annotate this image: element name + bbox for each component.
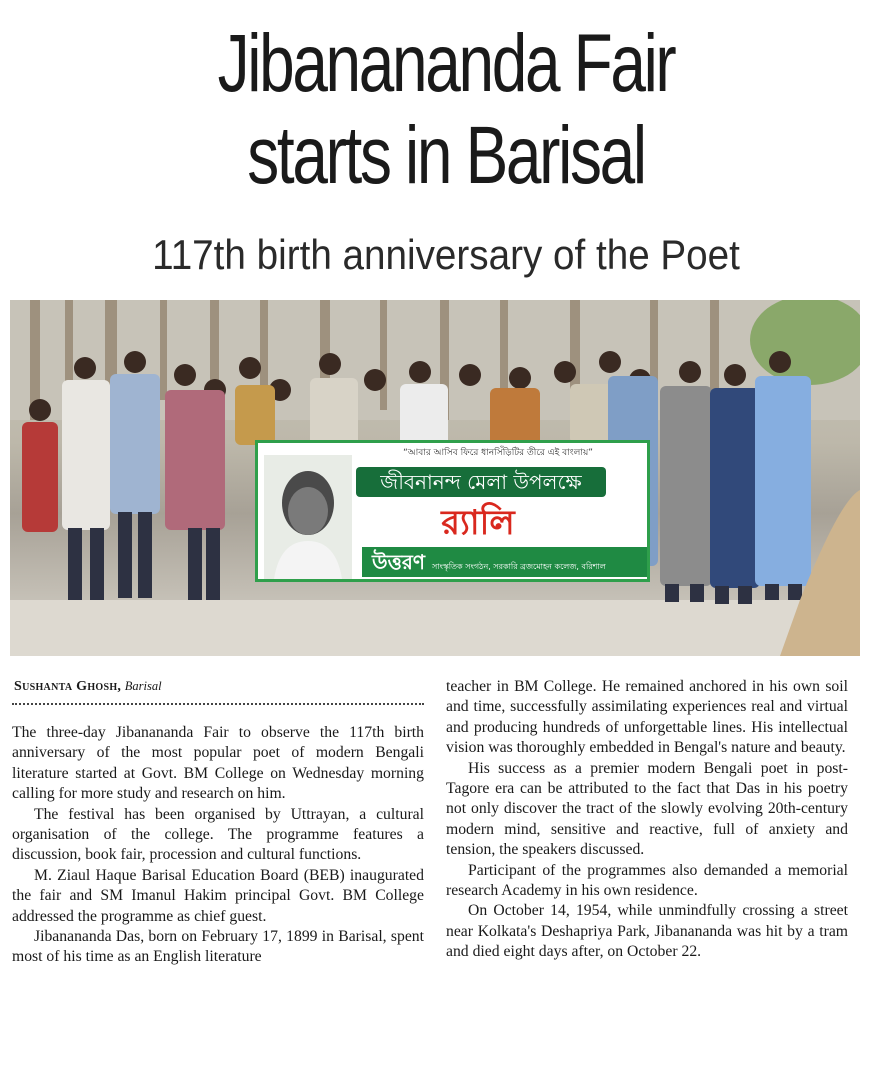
byline-author: Sushanta Ghosh, bbox=[14, 679, 122, 694]
paragraph: Jibanananda Das, born on February 17, 1899 in Barisal, spent most of his time as an English literature bbox=[12, 928, 424, 966]
banner-event-text: জীবনানন্দ মেলা উপলক্ষে bbox=[356, 467, 606, 497]
poet-portrait-drawing bbox=[264, 455, 352, 579]
paragraph: Participant of the programmes also demanded a memorial research Academy in his own residence. bbox=[446, 861, 848, 900]
rally-banner bbox=[255, 440, 650, 582]
banner-organiser-detail: সাংস্কৃতিক সংগঠন, সরকারি ব্রজমোহন কলেজ, বরিশাল bbox=[431, 562, 606, 571]
paragraph: His success as a premier modern Bengali poet in post-Tagore era can be attributed to the fact that Das in his poetry not only discover the tract of the slowly evolving 20th-century modern mind, sensitive and reactive, full of anxiety and tension, the speakers discussed. bbox=[446, 759, 848, 859]
body-column-2 bbox=[446, 677, 848, 963]
paragraph: On October 14, 1954, while unmindfully crossing a street near Kolkata's Deshapriya Park, Jibanananda was hit by a tram and died eight days after, on October 22. bbox=[446, 902, 848, 961]
paragraph: teacher in BM College. He remained anchored in his own soil and time, successfully assimilating experiences real and virtual and producing hundreds of unforgettable lines. His intellectual vision was thoroughly embedded in Bengal's nature and beauty. bbox=[446, 678, 848, 757]
rally-photo bbox=[10, 300, 860, 656]
poet-portrait bbox=[264, 455, 352, 579]
banner-rally-text: র‍্যালি bbox=[441, 503, 515, 543]
byline bbox=[14, 679, 162, 695]
body-column-1 bbox=[12, 723, 424, 968]
headline bbox=[98, 18, 794, 202]
banner-slogan: “আবার আসিব ফিরে ধানসিঁড়িটির তীরে এই বাংলায়” bbox=[403, 448, 593, 458]
byline-location: Barisal bbox=[124, 679, 162, 693]
headline-line-1: Jibanananda Fair bbox=[217, 18, 675, 109]
paragraph: The festival has been organised by Uttrayan, a cultural organisation of the college. The programme features a discussion, book fair, procession and cultural functions. bbox=[12, 805, 424, 864]
banner-organiser-name: উত্তরণ bbox=[372, 550, 425, 574]
headline-line-2: starts in Barisal bbox=[247, 110, 645, 201]
subheadline: 117th birth anniversary of the Poet bbox=[152, 231, 740, 278]
banner-organiser bbox=[362, 547, 647, 577]
paragraph: M. Ziaul Haque Barisal Education Board (BEB) inaugurated the fair and SM Imanul Hakim principal Govt. BM College addressed the programme as chief guest. bbox=[12, 866, 424, 925]
byline-divider bbox=[12, 703, 424, 705]
paragraph: The three-day Jibanananda Fair to observe the 117th birth anniversary of the most popular poet of modern Bengali literature started at Govt. BM College on Wednesday morning calling for more study and research on him. bbox=[12, 724, 424, 803]
